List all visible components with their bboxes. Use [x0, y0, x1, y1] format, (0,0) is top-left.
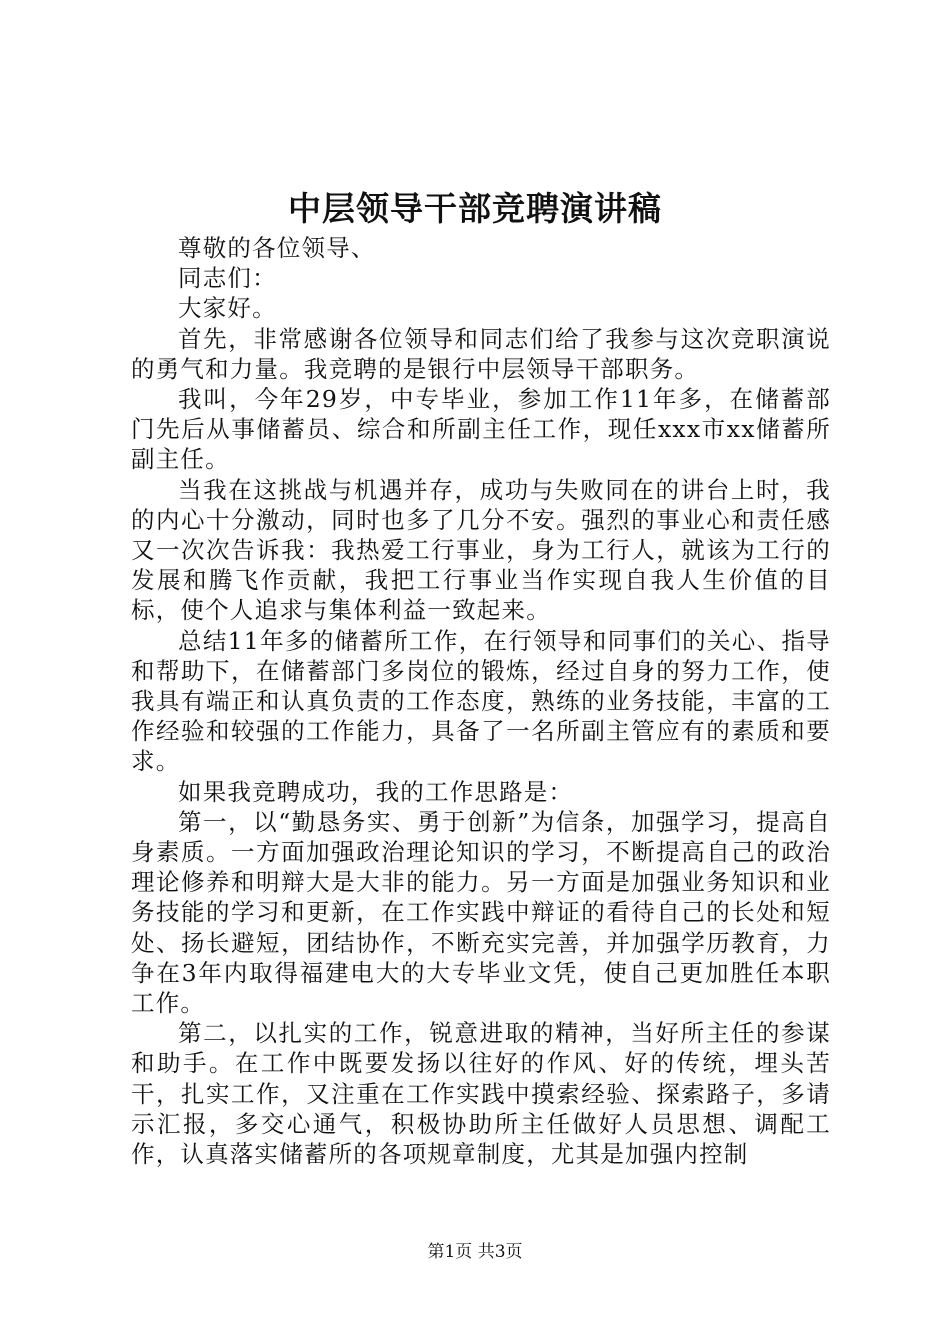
paragraph: 如果我竞聘成功，我的工作思路是：	[178, 777, 574, 806]
paragraph: 当我在这挑战与机遇并存，成功与失败同在的讲台上时，我的内心十分激动，同时也多了几分不安。强烈的事业心和责任感又一次次告诉我：我热爱工行事业，身为工行人，就该为工行的发展和腾飞作贡献，我把工行事业当作实现自我人生价值的目标，使个人追求与集体利益一致起来。	[131, 475, 831, 625]
paragraph: 我叫，今年29岁，中专毕业，参加工作11年多，在储蓄部门先后从事储蓄员、综合和所副主任工作，现任xxx市xx储蓄所副主任。	[131, 385, 831, 474]
paragraph: 尊敬的各位领导、	[178, 234, 376, 262]
document-title: 中层领导干部竞聘演讲稿	[288, 189, 662, 228]
document-body	[131, 233, 831, 1169]
paragraph: 首先，非常感谢各位领导和同志们给了我参与这次竞职演说的勇气和力量。我竞聘的是银行中层领导干部职务。	[131, 324, 831, 383]
paragraph: 第二，以扎实的工作，锐意进取的精神，当好所主任的参谋和助手。在工作中既要发扬以往好的作风、好的传统，埋头苦干，扎实工作，又注重在工作实践中摸索经验、探索路子，多请示汇报，多交心通气，积极协助所主任做好人员思想、调配工作，认真落实储蓄所的各项规章制度，尤其是加强内控制	[131, 1019, 831, 1169]
paragraph: 总结11年多的储蓄所工作，在行领导和同事们的关心、指导和帮助下，在储蓄部门多岗位的锻炼，经过自身的努力工作，使我具有端正和认真负责的工作态度，熟练的业务技能，丰富的工作经验和较强的工作能力，具备了一名所副主管应有的素质和要求。	[131, 626, 831, 776]
page-footer: 第1页 共3页	[427, 1242, 523, 1262]
paragraph: 大家好。	[178, 294, 277, 323]
paragraph: 同志们：	[178, 264, 277, 293]
paragraph: 第一，以“勤恳务实、勇于创新”为信条，加强学习，提高自身素质。一方面加强政治理论知识的学习，不断提高自己的政治理论修养和明辩大是大非的能力。另一方面是加强业务知识和业务技能的学习和更新，在工作实践中辩证的看待自己的长处和短处、扬长避短，团结协作，不断充实完善，并加强学历教育，力争在3年内取得福建电大的大专毕业文凭，使自己更加胜任本职工作。	[131, 807, 831, 1018]
